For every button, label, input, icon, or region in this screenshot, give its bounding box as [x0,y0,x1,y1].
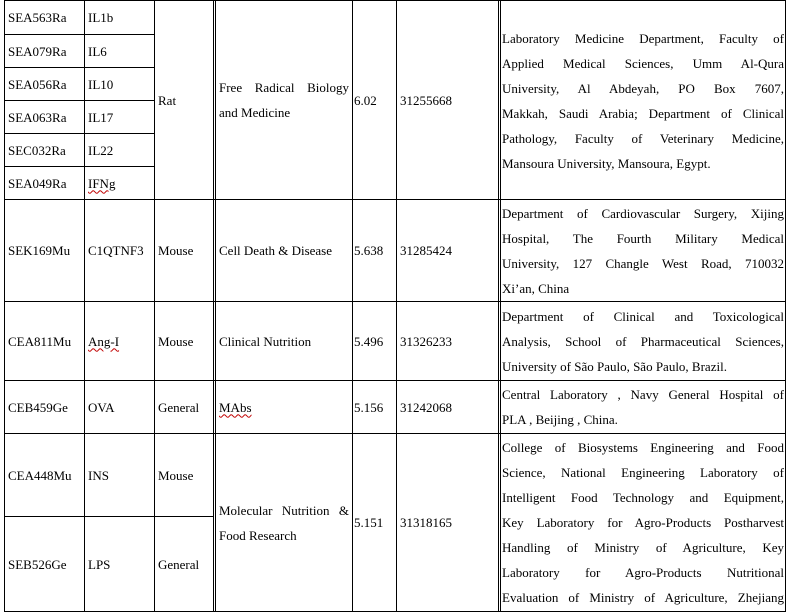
pmid: 31285424 [400,243,452,258]
affiliation-cell [502,304,784,379]
affiliation-cell [502,26,784,176]
affiliation-line: Intelligent Food Technology and Equipment, [502,490,784,505]
catalog-cell [5,434,84,516]
journal-name: MAbs [219,399,252,415]
catalog-number: SEC032Ra [8,142,66,158]
species-cell [155,517,213,611]
affiliation-line: Analysis, School of Pharmaceutical Sciences, [502,334,784,349]
target-cell [85,381,154,433]
pmid-cell [397,200,498,301]
target-cell [85,1,154,34]
impact-factor: 5.496 [354,333,384,349]
journal-name: Molecular Nutrition & Food Research [219,502,349,543]
catalog-number: CEA811Mu [8,333,72,349]
species-cell [155,200,213,301]
catalog-cell [5,200,84,301]
pmid: 31255668 [400,92,452,108]
target-name: OVA [88,399,115,415]
journal-cell [216,381,352,433]
target-name: IL22 [88,142,114,158]
pmid: 31318165 [400,515,452,530]
target-name: IL1b [88,10,114,25]
species: Mouse [158,243,194,258]
impact-factor: 5.151 [354,515,384,530]
impact-factor: 5.638 [354,243,384,258]
catalog-cell [5,167,84,199]
affiliation-line: Mansoura University, Mansoura, Egypt. [502,156,711,171]
catalog-cell [5,134,84,166]
species-cell [155,434,213,516]
affiliation-line: Laboratory Medicine Department, Faculty of [502,31,784,46]
impact-factor: 5.156 [354,399,384,415]
journal-name: Clinical Nutrition [219,333,312,349]
species: General [158,556,200,572]
affiliation-line: University of São Paulo, São Paulo, Brazil. [502,359,727,374]
target-cell [85,35,154,67]
catalog-number: CEB459Ge [8,399,68,415]
affiliation-cell [502,382,784,432]
pmid-cell [397,1,498,199]
species-cell [155,302,213,380]
target-name: IL17 [88,109,114,125]
affiliation-line: College of Biosystems Engineering and Food [502,440,784,455]
pmid: 31326233 [400,333,452,349]
affiliation-line: Laboratory for Agro-Products Nutritional [502,565,784,580]
target-name: LPS [88,556,111,572]
target-cell [85,517,154,611]
target-cell [85,134,154,166]
journal-cell [216,200,352,301]
affiliation-line: Science, National Engineering Laboratory of [502,465,784,480]
catalog-cell [5,35,84,67]
target-cell [85,68,154,100]
affiliation-line: University, 127 Changle West Road, 710032 [502,256,784,271]
affiliation-line: Applied Medical Sciences, Umm Al-Qura [502,56,784,71]
catalog-number: SEA563Ra [8,10,67,25]
pmid-cell [397,434,498,611]
catalog-number: SEA063Ra [8,109,67,125]
pmid-cell [397,302,498,380]
species-cell [155,381,213,433]
species: Mouse [158,467,194,483]
pmid: 31242068 [400,399,452,415]
affiliation-line: PLA , Beijing , China. [502,412,618,427]
target-name: IL10 [88,76,114,92]
if-cell [353,200,396,301]
catalog-number: CEA448Mu [8,467,72,483]
if-cell [353,1,396,199]
species: Rat [158,92,177,108]
affiliation-line: Makkah, Saudi Arabia; Department of Clinical [502,106,784,121]
journal-name: Free Radical Biology and Medicine [219,80,349,120]
target-cell [85,101,154,133]
catalog-number: SEK169Mu [8,243,71,258]
affiliation-line: Department of Cardiovascular Surgery, Xijing [502,206,784,221]
affiliation-line: Pathology, Faculty of Veterinary Medicine, [502,131,784,146]
catalog-cell [5,517,84,611]
if-cell [353,381,396,433]
target-name: INS [88,467,109,483]
affiliation-line: Evaluation of Ministry of Agriculture, Zhejiang [502,590,784,605]
catalog-cell [5,68,84,100]
affiliation-line: Handling of Ministry of Agriculture, Key [502,540,784,555]
affiliation-line: Central Laboratory , Navy General Hospital of [502,387,784,402]
journal-cell [216,302,352,380]
journal-cell [216,1,352,199]
target-name: IL6 [88,43,107,59]
catalog-cell [5,1,84,34]
target-name: C1QTNF3 [88,243,144,258]
species: Mouse [158,333,194,349]
target-cell [85,200,154,301]
catalog-number: SEA056Ra [8,76,67,92]
journal-name: Cell Death & Disease [219,243,332,258]
if-cell [353,302,396,380]
affiliation-cell [502,201,784,301]
affiliation-line: Department of Clinical and Toxicological [502,309,784,324]
catalog-cell [5,381,84,433]
affiliation-cell [502,435,784,611]
journal-cell [216,434,352,611]
affiliation-line: Key Laboratory for Agro-Products Postharvest [502,515,784,530]
target-name: IFNg [88,175,116,191]
affiliation-line: University, Al Abdeyah, PO Box 7607, [502,81,784,96]
species-cell [155,1,213,199]
target-cell [85,434,154,516]
catalog-number: SEA049Ra [8,175,67,191]
affiliation-line: Xi’an, China [502,281,570,296]
species: General [158,399,200,415]
catalog-cell [5,302,84,380]
affiliation-line: Hospital, The Fourth Military Medical [502,231,784,246]
catalog-number: SEA079Ra [8,43,67,59]
target-cell [85,302,154,380]
catalog-cell [5,101,84,133]
target-cell [85,167,154,199]
if-cell [353,434,396,611]
pmid-cell [397,381,498,433]
impact-factor: 6.02 [354,92,377,108]
catalog-number: SEB526Ge [8,556,67,572]
target-name: Ang-I [88,333,120,349]
